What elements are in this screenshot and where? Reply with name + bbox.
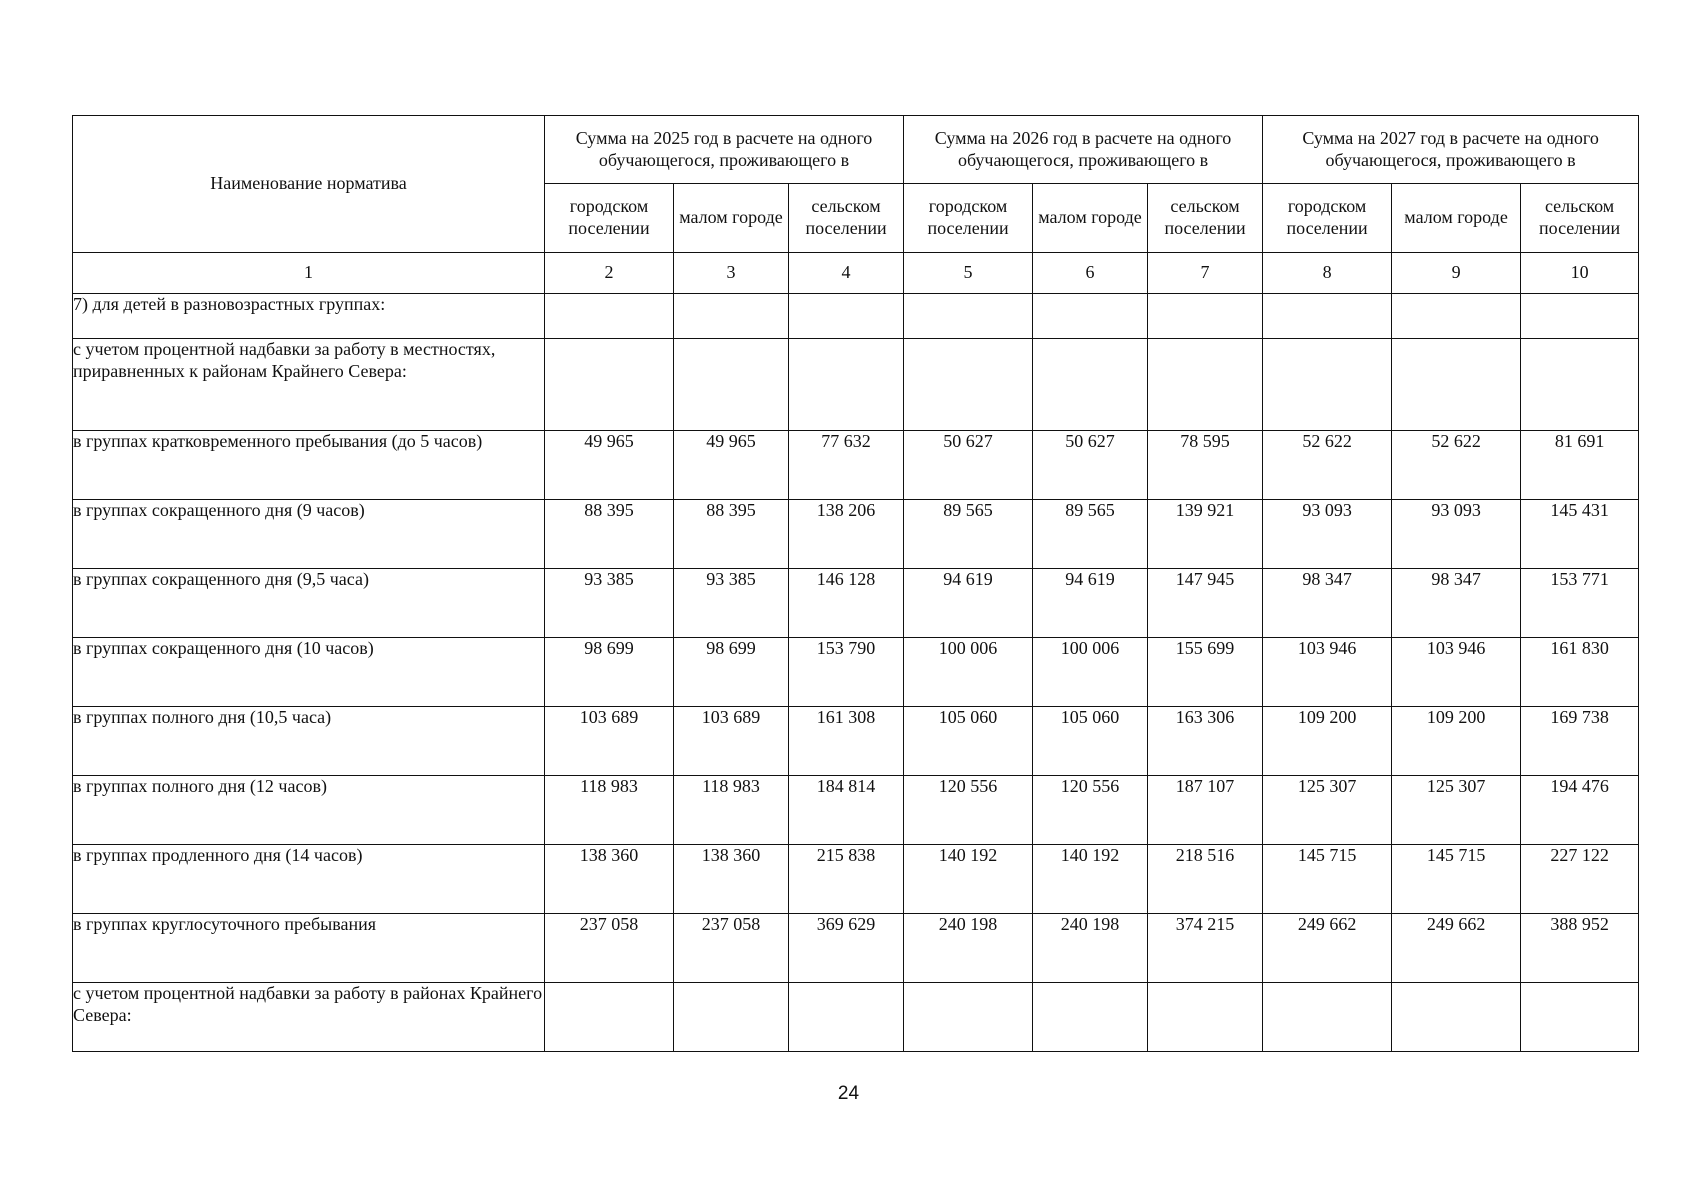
value-cell: 109 200 [1392,707,1521,776]
value-cell: 153 771 [1521,569,1639,638]
value-cell: 194 476 [1521,776,1639,845]
table-row [73,500,1639,569]
value-cell: 374 215 [1148,914,1263,983]
value-cell: 163 306 [1148,707,1263,776]
column-number: 4 [789,253,904,294]
value-cell: 237 058 [674,914,789,983]
value-cell: 81 691 [1521,431,1639,500]
year-2027-header: Сумма на 2027 год в расчете на одного обучающегося, проживающего в [1263,116,1639,184]
sub-header-small-town: малом городе [674,184,789,253]
value-cell [1263,294,1392,339]
row-label: в группах сокращенного дня (9 часов) [73,500,545,569]
value-cell: 118 983 [545,776,674,845]
value-cell [1033,983,1148,1052]
value-cell: 140 192 [1033,845,1148,914]
value-cell: 93 093 [1392,500,1521,569]
row-label: в группах сокращенного дня (10 часов) [73,638,545,707]
value-cell: 369 629 [789,914,904,983]
value-cell [789,339,904,431]
row-label: с учетом процентной надбавки за работу в местностях, приравненных к районам Крайнего Севера: [73,339,545,431]
column-number: 10 [1521,253,1639,294]
column-number: 5 [904,253,1033,294]
value-cell: 125 307 [1392,776,1521,845]
value-cell: 94 619 [904,569,1033,638]
value-cell [1263,983,1392,1052]
value-cell [674,983,789,1052]
table-row [73,707,1639,776]
value-cell: 155 699 [1148,638,1263,707]
row-label: в группах сокращенного дня (9,5 часа) [73,569,545,638]
value-cell: 49 965 [545,431,674,500]
value-cell: 49 965 [674,431,789,500]
value-cell: 98 699 [674,638,789,707]
page-number: 24 [837,1083,860,1104]
value-cell: 153 790 [789,638,904,707]
value-cell: 103 689 [545,707,674,776]
value-cell: 105 060 [904,707,1033,776]
value-cell: 145 715 [1263,845,1392,914]
name-column-header: Наименование норматива [73,116,545,253]
table-body [73,253,1639,1052]
normative-table [72,115,1639,1052]
value-cell: 88 395 [674,500,789,569]
sub-header-small-town: малом городе [1033,184,1148,253]
column-number: 1 [73,253,545,294]
column-number: 9 [1392,253,1521,294]
value-cell: 240 198 [904,914,1033,983]
value-cell [674,294,789,339]
value-cell: 103 689 [674,707,789,776]
table-header [73,116,1639,253]
value-cell: 249 662 [1392,914,1521,983]
value-cell: 118 983 [674,776,789,845]
value-cell [674,339,789,431]
value-cell [1521,339,1639,431]
value-cell [1033,339,1148,431]
value-cell: 140 192 [904,845,1033,914]
value-cell: 78 595 [1148,431,1263,500]
value-cell: 215 838 [789,845,904,914]
value-cell: 138 360 [545,845,674,914]
value-cell: 249 662 [1263,914,1392,983]
row-label: в группах продленного дня (14 часов) [73,845,545,914]
value-cell: 105 060 [1033,707,1148,776]
value-cell: 184 814 [789,776,904,845]
value-cell: 93 093 [1263,500,1392,569]
value-cell: 103 946 [1263,638,1392,707]
value-cell [789,983,904,1052]
year-2025-header: Сумма на 2025 год в расчете на одного обучающегося, проживающего в [545,116,904,184]
value-cell: 120 556 [1033,776,1148,845]
value-cell: 50 627 [1033,431,1148,500]
value-cell [1148,294,1263,339]
value-cell: 88 395 [545,500,674,569]
value-cell: 77 632 [789,431,904,500]
value-cell: 93 385 [545,569,674,638]
value-cell: 98 699 [545,638,674,707]
row-label: в группах полного дня (12 часов) [73,776,545,845]
value-cell [545,983,674,1052]
value-cell: 50 627 [904,431,1033,500]
value-cell: 94 619 [1033,569,1148,638]
value-cell: 98 347 [1263,569,1392,638]
value-cell: 161 830 [1521,638,1639,707]
sub-header-urban: городском поселении [904,184,1033,253]
value-cell: 89 565 [1033,500,1148,569]
value-cell [1148,339,1263,431]
row-label: в группах круглосуточного пребывания [73,914,545,983]
sub-header-small-town: малом городе [1392,184,1521,253]
sub-header-urban: городском поселении [1263,184,1392,253]
column-number: 7 [1148,253,1263,294]
table-row [73,294,1639,339]
value-cell: 52 622 [1392,431,1521,500]
value-cell: 227 122 [1521,845,1639,914]
row-label: с учетом процентной надбавки за работу в районах Крайнего Севера: [73,983,545,1052]
value-cell [1521,294,1639,339]
row-label: в группах полного дня (10,5 часа) [73,707,545,776]
value-cell [545,294,674,339]
value-cell [545,339,674,431]
table-row [73,845,1639,914]
column-number-row [73,253,1639,294]
value-cell: 145 431 [1521,500,1639,569]
value-cell [904,983,1033,1052]
value-cell: 93 385 [674,569,789,638]
value-cell: 146 128 [789,569,904,638]
value-cell [904,339,1033,431]
value-cell: 147 945 [1148,569,1263,638]
column-number: 3 [674,253,789,294]
table-row [73,638,1639,707]
value-cell: 388 952 [1521,914,1639,983]
value-cell [1521,983,1639,1052]
table-row [73,431,1639,500]
value-cell: 240 198 [1033,914,1148,983]
value-cell: 138 360 [674,845,789,914]
table-row [73,983,1639,1052]
value-cell: 100 006 [1033,638,1148,707]
sub-header-rural: сельском поселении [789,184,904,253]
value-cell: 120 556 [904,776,1033,845]
value-cell [1033,294,1148,339]
table-row [73,914,1639,983]
value-cell: 98 347 [1392,569,1521,638]
value-cell: 52 622 [1263,431,1392,500]
row-label: 7) для детей в разновозрастных группах: [73,294,545,339]
value-cell: 138 206 [789,500,904,569]
value-cell [1392,294,1521,339]
value-cell: 218 516 [1148,845,1263,914]
column-number: 8 [1263,253,1392,294]
value-cell [1392,339,1521,431]
value-cell [1263,339,1392,431]
value-cell [1392,983,1521,1052]
value-cell: 145 715 [1392,845,1521,914]
value-cell: 100 006 [904,638,1033,707]
value-cell [1148,983,1263,1052]
row-label: в группах кратковременного пребывания (до 5 часов) [73,431,545,500]
sub-header-rural: сельском поселении [1148,184,1263,253]
value-cell: 169 738 [1521,707,1639,776]
value-cell: 237 058 [545,914,674,983]
value-cell: 125 307 [1263,776,1392,845]
value-cell: 109 200 [1263,707,1392,776]
year-header-row [73,116,1639,184]
value-cell: 103 946 [1392,638,1521,707]
table-row [73,339,1639,431]
table-row [73,776,1639,845]
table-row [73,569,1639,638]
value-cell: 161 308 [789,707,904,776]
sub-header-urban: городском поселении [545,184,674,253]
value-cell: 89 565 [904,500,1033,569]
year-2026-header: Сумма на 2026 год в расчете на одного обучающегося, проживающего в [904,116,1263,184]
column-number: 6 [1033,253,1148,294]
value-cell: 139 921 [1148,500,1263,569]
sub-header-rural: сельском поселении [1521,184,1639,253]
column-number: 2 [545,253,674,294]
value-cell [904,294,1033,339]
value-cell: 187 107 [1148,776,1263,845]
value-cell [789,294,904,339]
